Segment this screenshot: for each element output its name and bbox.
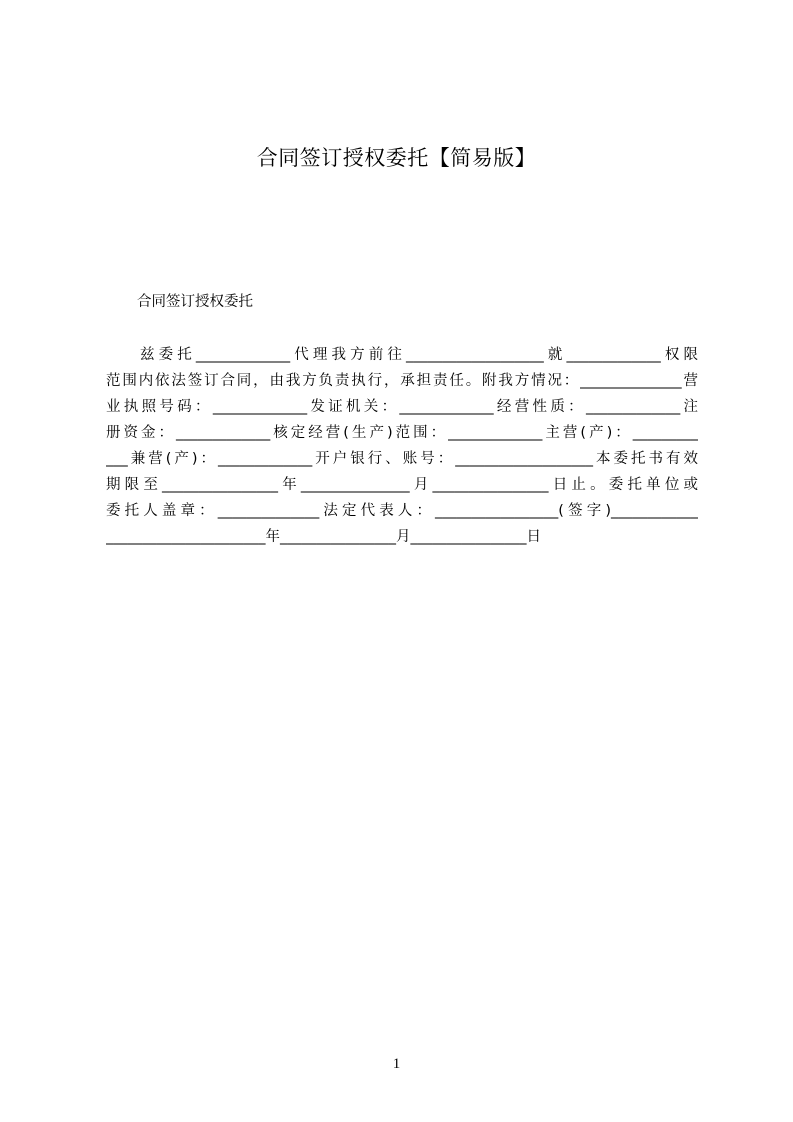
body-line: 业执照号码：_____________发证机关：_____________经营性质：_____________注: [106, 399, 698, 415]
body-line: 兹委托_____________代理我方前往___________________就_____________权限: [140, 347, 698, 363]
body-line: ______________________年________________月________________日: [106, 529, 541, 545]
document-body: [106, 342, 698, 550]
body-line: 册资金：_____________核定经营(生产)范围：_____________主营(产)：_________: [106, 425, 698, 441]
document-subtitle: 合同签订授权委托: [137, 294, 253, 310]
body-line: 期限至________________年_______________月________________日止。委托单位或: [106, 477, 698, 493]
body-line: ___兼营(产)：_____________开户银行、账号：___________________本委托书有效: [106, 451, 698, 467]
page-number: 1: [392, 1056, 401, 1072]
body-line: 范围内依法签订合同，由我方负责执行，承担责任。附我方情况：______________营: [106, 373, 698, 389]
document-title: 合同签订授权委托【简易版】: [256, 146, 537, 170]
body-line: 委托人盖章：______________法定代表人：_________________(签字)____________: [106, 503, 698, 519]
